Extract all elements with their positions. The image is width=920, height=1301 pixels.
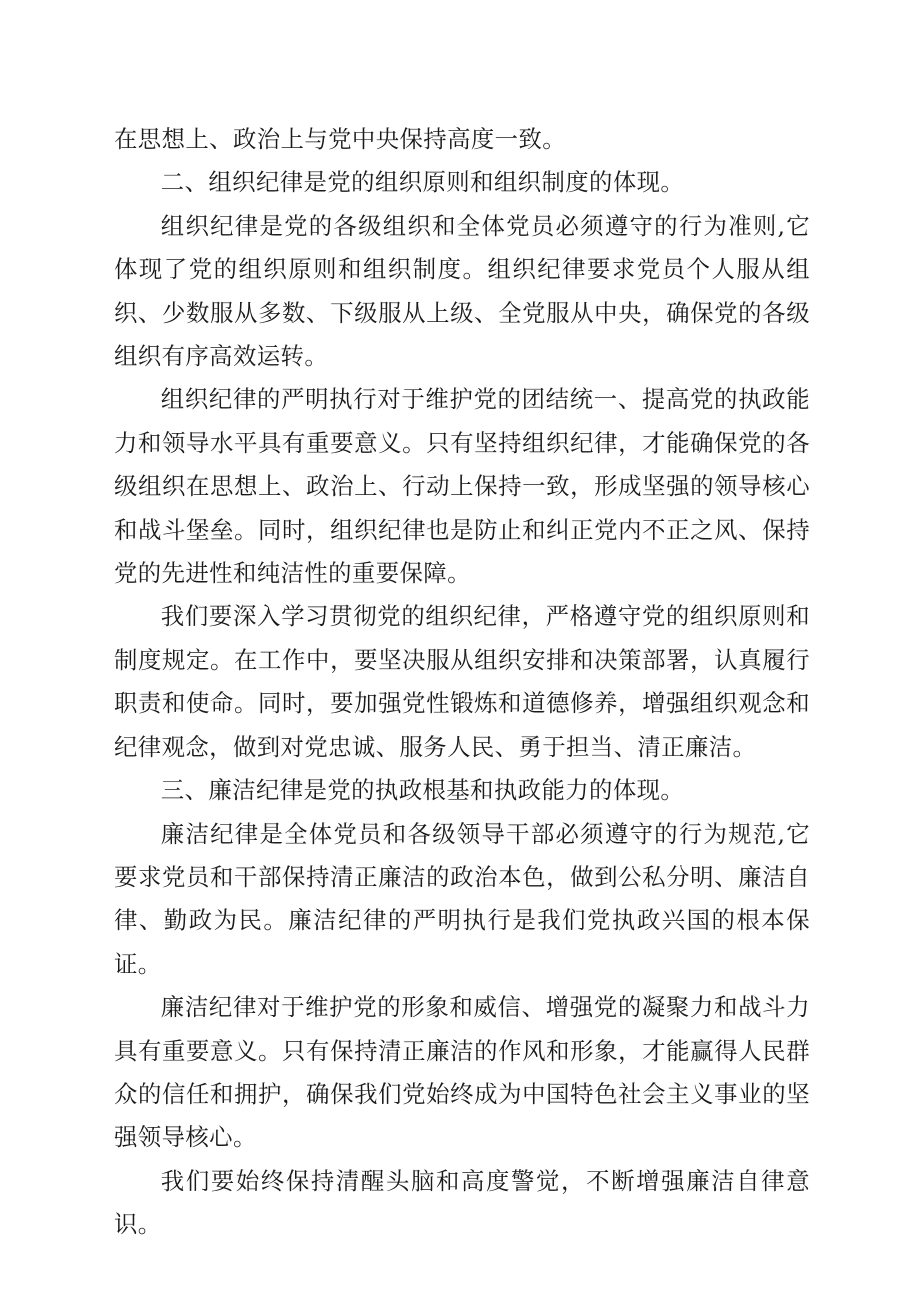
paragraph: 我们要始终保持清醒头脑和高度警觉，不断增强廉洁自律意识。 bbox=[114, 1166, 810, 1239]
paragraph: 组织纪律是党的各级组织和全体党员必须遵守的行为准则,它体现了党的组织原则和组织制度。组织纪律要求党员个人服从组织、少数服从多数、下级服从上级、全党服从中央，确保党的各级组织有序高效运转。 bbox=[114, 211, 810, 371]
paragraph: 廉洁纪律对于维护党的形象和威信、增强党的凝聚力和战斗力具有重要意义。只有保持清正廉洁的作风和形象，才能赢得人民群众的信任和拥护，确保我们党始终成为中国特色社会主义事业的坚强领导核心。 bbox=[114, 993, 810, 1152]
paragraph: 组织纪律的严明执行对于维护党的团结统一、提高党的执政能力和领导水平具有重要意义。只有坚持组织纪律，才能确保党的各级组织在思想上、政治上、行动上保持一致，形成坚强的领导核心和战斗堡垒。同时，组织纪律也是防止和纠正党内不正之风、保持党的先进性和纯洁性的重要保障。 bbox=[114, 385, 810, 588]
paragraph-continuation: 在思想上、政治上与党中央保持高度一致。 bbox=[114, 125, 567, 153]
section-heading-2: 二、组织纪律是党的组织原则和组织制度的体现。 bbox=[160, 168, 685, 197]
paragraph: 廉洁纪律是全体党员和各级领导干部必须遵守的行为规范,它要求党员和干部保持清正廉洁的政治本色，做到公私分明、廉洁自律、勤政为民。廉洁纪律的严明执行是我们党执政兴国的根本保证。 bbox=[114, 819, 810, 978]
section-heading-3: 三、廉洁纪律是党的执政根基和执政能力的体现。 bbox=[160, 776, 685, 805]
document-body bbox=[114, 118, 810, 1247]
paragraph: 我们要深入学习贯彻党的组织纪律，严格遵守党的组织原则和制度规定。在工作中，要坚决服从组织安排和决策部署，认真履行职责和使命。同时，要加强党性锻炼和道德修养，增强组织观念和纪律观念，做到对党忠诚、服务人民、勇于担当、清正廉洁。 bbox=[114, 602, 810, 761]
